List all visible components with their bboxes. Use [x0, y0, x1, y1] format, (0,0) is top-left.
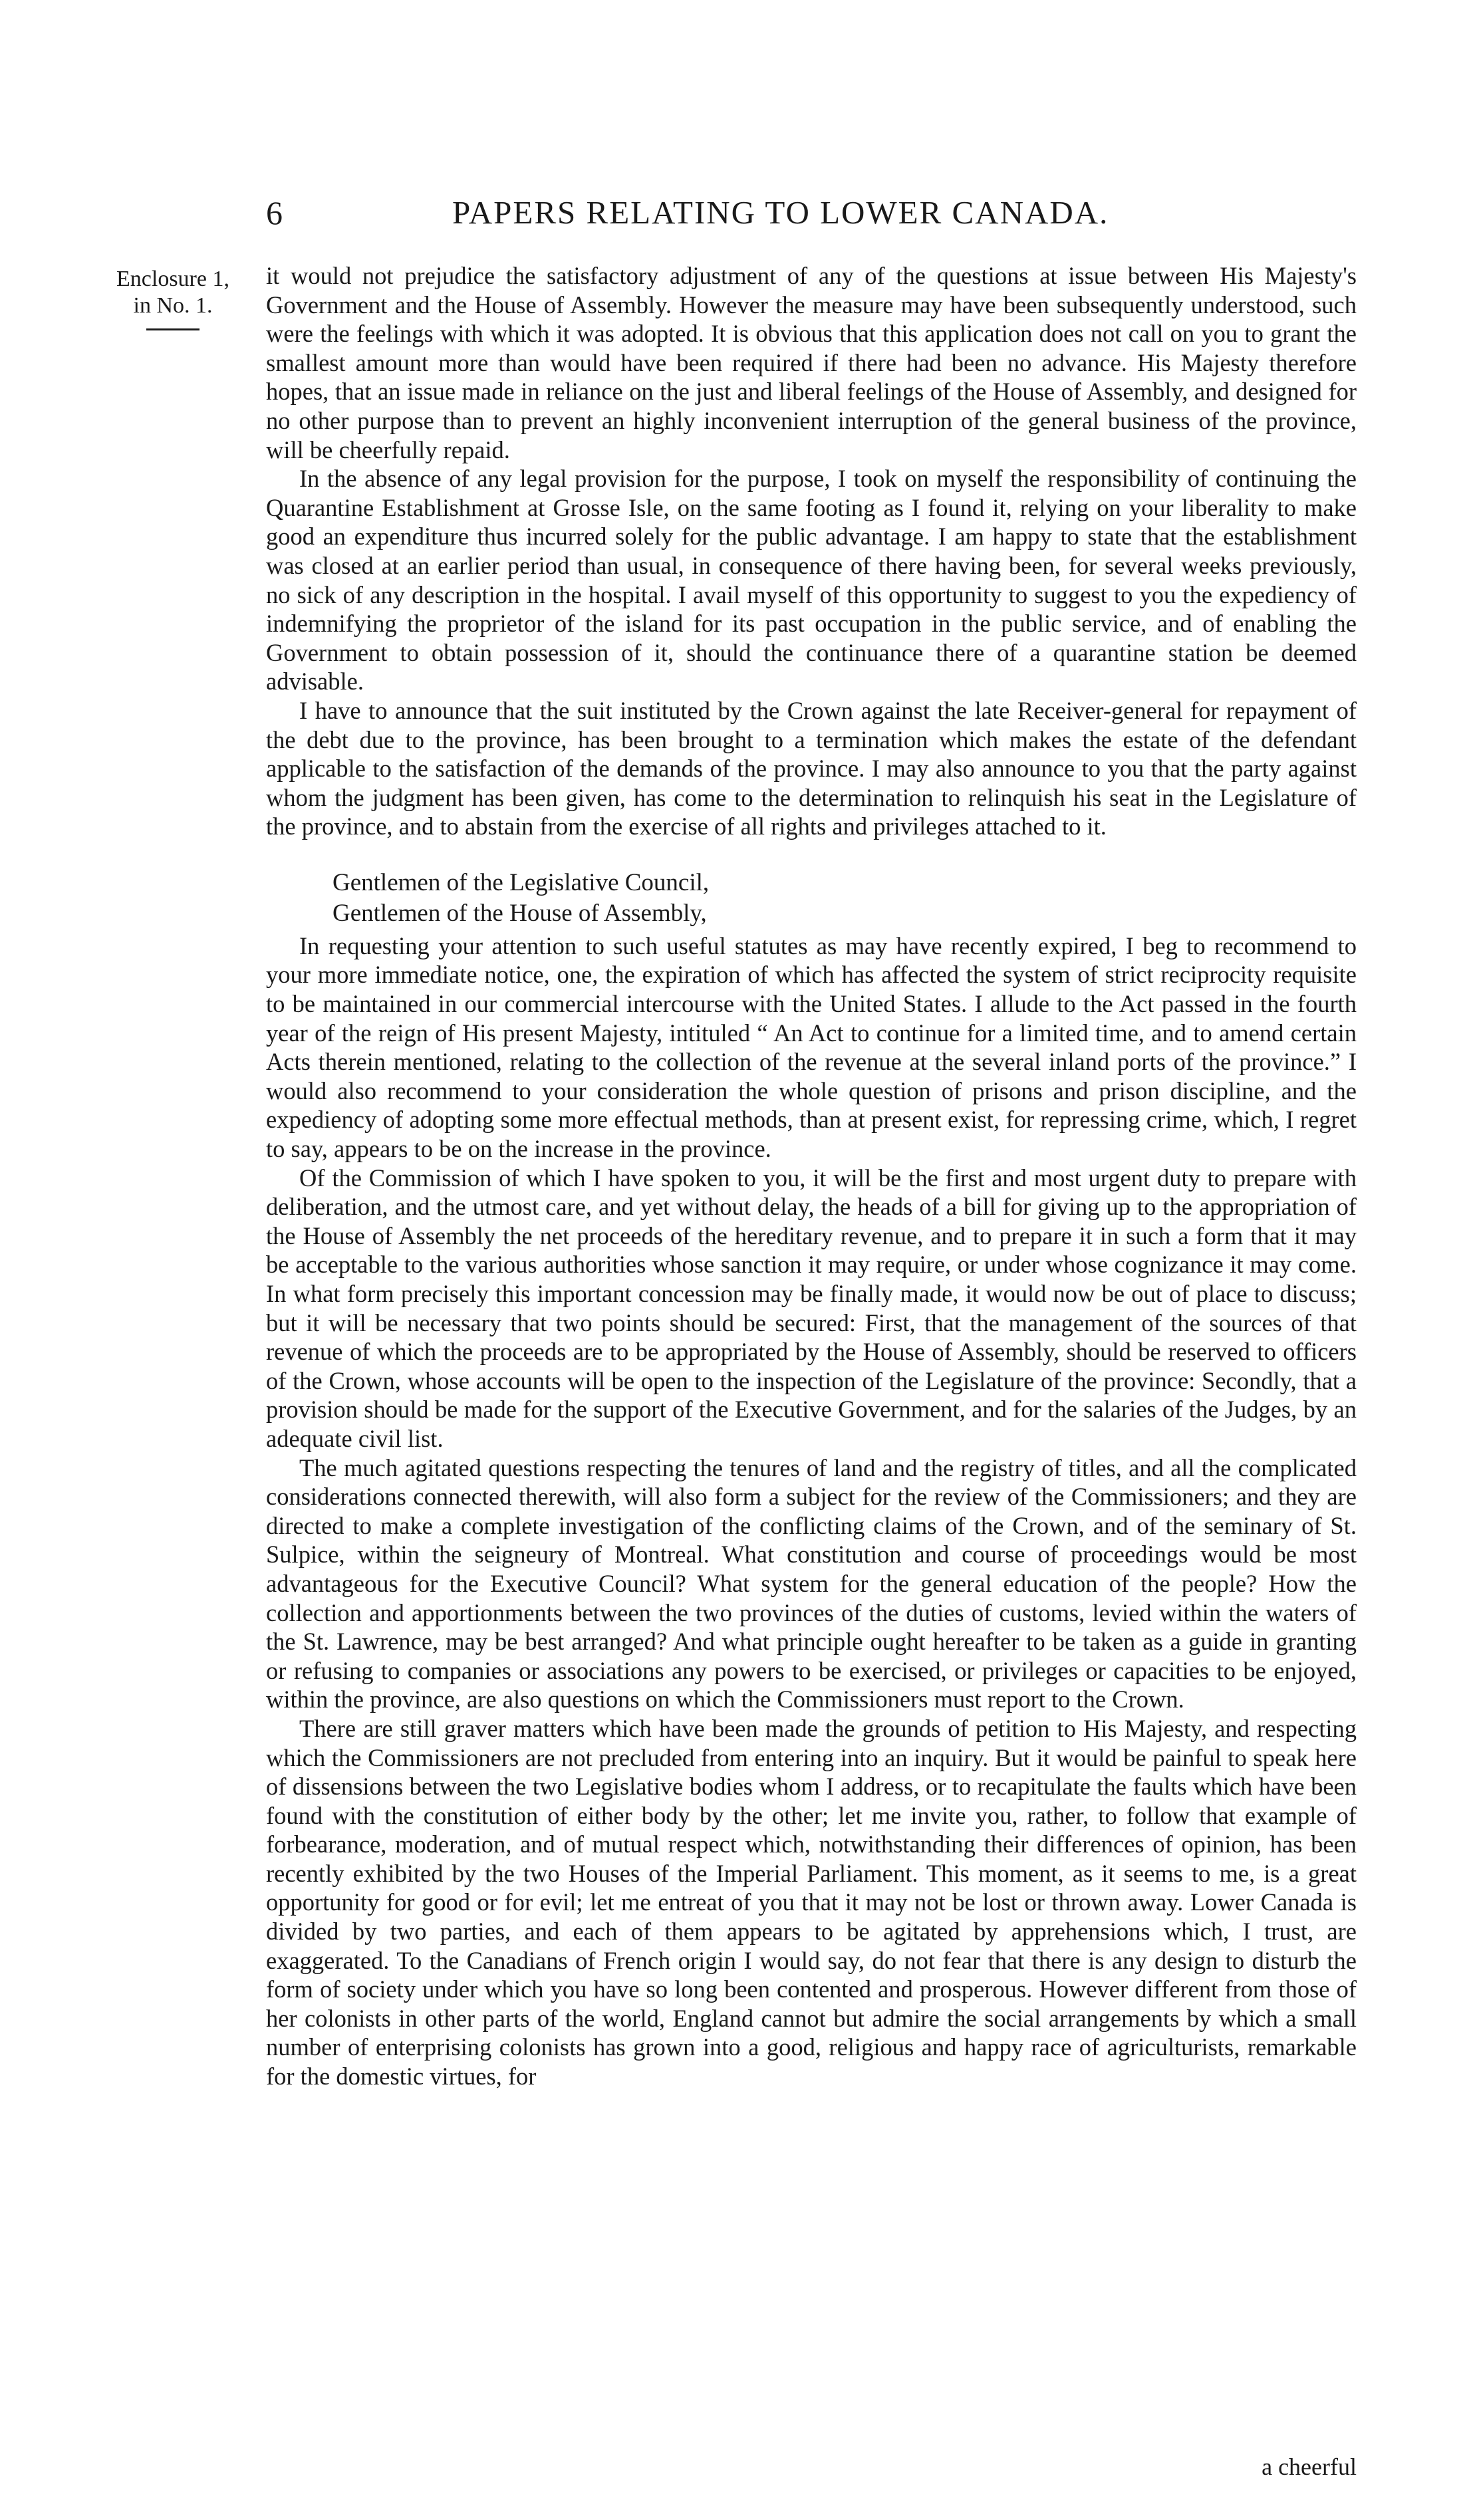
body-text: [266, 261, 1357, 2091]
margin-note: [93, 266, 253, 330]
paragraph: In requesting your attention to such useful statutes as may have recently expired, I beg to recommend to your more immediate notice, one, the expiration of which has affected the system of strict reciprocity requisite to be maintained in our commercial intercourse with the United States. I allude to the Act passed in the fourth year of the reign of His present Majesty, intituled “ An Act to continue for a limited time, and to amend certain Acts therein mentioned, relating to the collection of the revenue at the several inland ports of the province.” I would also recommend to your consideration the whole question of prisons and prison discipline, and the expediency of adopting some more effectual methods, than at present exist, for repressing crime, which, I regret to say, appears to be on the increase in the province.: [266, 932, 1357, 1163]
running-title: PAPERS RELATING TO LOWER CANADA.: [452, 194, 1109, 231]
salutation: Gentlemen of the House of Assembly,: [333, 899, 707, 927]
paragraph: I have to announce that the suit instituted by the Crown against the late Receiver-general for repayment of the debt due to the province, has been brought to a termination which makes the estate of the defendant applicable to the satisfaction of the demands of the province. I may also announce to you that the party against whom the judgment has been given, has come to the determination to relinquish his seat in the Legislature of the province, and to abstain from the exercise of all rights and privileges attached to it.: [266, 696, 1357, 840]
margin-rule: [146, 328, 200, 330]
page-header: [266, 189, 1357, 236]
paragraph: it would not prejudice the satisfactory adjustment of any of the questions at issue between His Majesty's Government and the House of Assembly. However the measure may have been subsequently understood, such were the feelings with which it was adopted. It is obvious that this application does not call on you to grant the smallest amount more than would have been required if there had been no advance. His Majesty therefore hopes, that an issue made in reliance on the just and liberal feelings of the House of Assembly, and designed for no other purpose than to prevent an highly inconvenient interruption of the general business of the province, will be cheerfully repaid.: [266, 262, 1357, 463]
salutation: Gentlemen of the Legislative Council,: [333, 868, 710, 896]
paragraph: In the absence of any legal provision for the purpose, I took on myself the responsibility of continuing the Quarantine Establishment at Grosse Isle, on the same footing as I found it, relying on your liberality to make good an expenditure thus incurred solely for the public advantage. I am happy to state that the establishment was closed at an earlier period than usual, in consequence of there having been, for several weeks previously, no sick of any description in the hospital. I avail myself of this opportunity to suggest to you the expediency of indemnifying the proprietor of the island for its past occupation in the public service, and of enabling the Government to obtain possession of it, should the continuance there of a quarantine station be deemed advisable.: [266, 465, 1357, 695]
margin-note-line: Enclosure 1,: [116, 267, 229, 291]
paragraph: Of the Commission of which I have spoken to you, it will be the first and most urgent duty to prepare with deliberation, and the utmost care, and yet without delay, the heads of a bill for giving up to the appropriation of the House of Assembly the net proceeds of the hereditary revenue, and to prepare it in such a form that it may be acceptable to the various authorities whose sanction it may require, or under whose cognizance it may come. In what form precisely this important concession may be finally made, it would now be out of place to discuss; but it will be necessary that two points should be secured: First, that the management of the sources of that revenue of which the proceeds are to be appropriated by the House of Assembly, should be reserved to officers of the Crown, whose accounts will be open to the inspection of the Legislature of the province: Secondly, that a provision should be made for the support of the Executive Government, and for the salaries of the Judges, by an adequate civil list.: [266, 1164, 1357, 1452]
paragraph: The much agitated questions respecting the tenures of land and the registry of titles, and all the complicated considerations connected therewith, will also form a subject for the review of the Commissioners; and they are directed to make a complete investigation of the conflicting claims of the Crown, and of the seminary of St. Sulpice, within the seigneury of Montreal. What constitution and course of proceedings would be most advantageous for the Executive Council? What system for the general education of the people? How the collection and apportionments between the two provinces of the duties of customs, levied within the waters of the St. Lawrence, may be best arranged? And what principle ought hereafter to be taken as a guide in granting or refusing to companies or associations any powers to be exercised, or privileges or capacities to be enjoyed, within the province, are also questions on which the Commissioners must report to the Crown.: [266, 1453, 1357, 1713]
salutation-block: [266, 868, 1357, 929]
page-number: 6: [266, 194, 283, 231]
margin-note-line: in No. 1.: [133, 293, 213, 318]
paragraph: There are still graver matters which have been made the grounds of petition to His Majesty, and respecting which the Commissioners are not precluded from entering into an inquiry. But it would be painful to speak here of dissensions between the two Legislative bodies whom I address, or to recapitulate the faults which have been found with the constitution of either body by the other; let me invite you, rather, to follow that example of forbearance, moderation, and of mutual respect which, notwithstanding their differences of opinion, has been recently exhibited by the two Houses of the Imperial Parliament. This moment, as it seems to me, is a great opportunity for good or for evil; let me entreat of you that it may not be lost or thrown away. Lower Canada is divided by two parties, and each of them appears to be agitated by apprehensions which, I trust, are exaggerated. To the Canadians of French origin I would say, do not fear that there is any design to disturb the form of society under which you have so long been contented and prosperous. However different from those of her colonists in other parts of the world, England cannot but admire the social arrangements by which a small number of enterprising colonists has grown into a good, religious and happy race of agriculturists, remarkable for the domestic virtues, for: [266, 1714, 1357, 2090]
catchword: a cheerful: [1262, 2454, 1357, 2480]
